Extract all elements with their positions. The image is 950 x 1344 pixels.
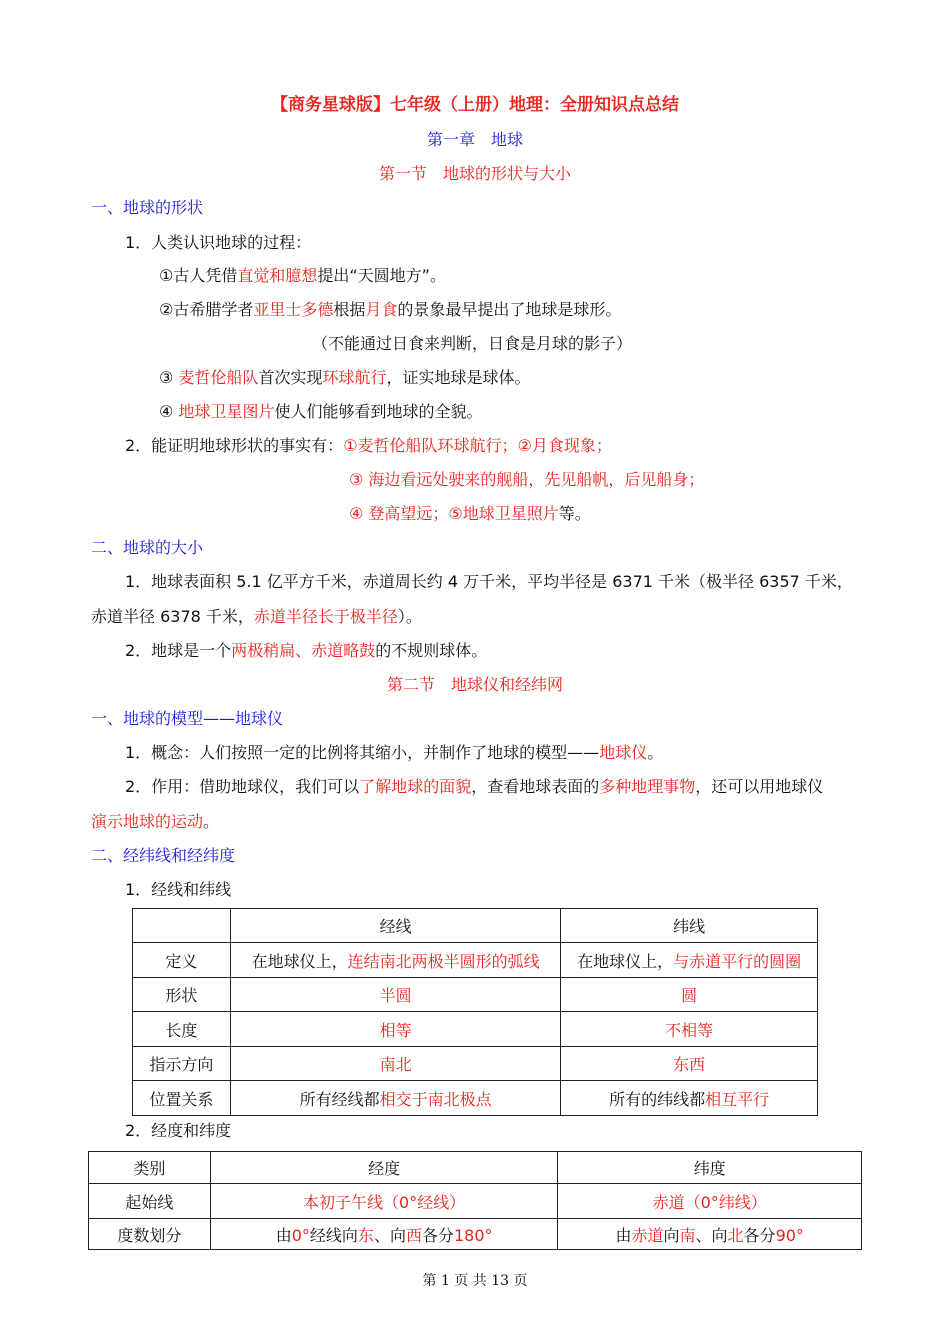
longitude-latitude-table (88, 1151, 862, 1250)
table-row: 形状 半圆 圆 (133, 978, 818, 1012)
paragraph: 1．概念：人们按照一定的比例将其缩小，并制作了地球的模型——地球仪。 (125, 743, 664, 762)
table-header: 纬度 (558, 1152, 862, 1184)
heading-earth-size: 二、地球的大小 (91, 538, 204, 557)
table-header: 纬线 (561, 909, 818, 943)
table1-label: 1．经线和纬线 (125, 880, 232, 899)
table-row: 位置关系 所有经线都相交于南北极点 所有的纬线都相互平行 (133, 1081, 818, 1116)
list-item: ④ 地球卫星图片使人们能够看到地球的全貌。 (159, 402, 483, 421)
list-item: ③ 麦哲伦船队首次实现环球航行，证实地球是球体。 (159, 368, 531, 387)
table-row: 起始线 本初子午线（0°经线） 赤道（0°纬线） (89, 1184, 862, 1219)
paragraph: 2．地球是一个两极稍扁、赤道略鼓的不规则球体。 (125, 641, 488, 660)
chapter-title: 第一章 地球 (426, 130, 523, 149)
heading-latlong: 二、经纬线和经纬度 (91, 846, 236, 865)
table-row: 度数划分 由0°经线向东、向西各分180° 由赤道向南、向北各分90° (89, 1219, 862, 1250)
document-title: 【商务星球版】七年级（上册）地理：全册知识点总结 (271, 95, 679, 115)
table-header: 经度 (210, 1152, 558, 1184)
table-header (133, 909, 231, 943)
note: （不能通过日食来判断，日食是月球的影子） (312, 334, 633, 353)
paragraph: 1．地球表面积 5.1 亿平方千米，赤道周长约 4 万千米，平均半径是 6371 千米（极半径 6357 千米， (125, 572, 853, 591)
list-item: ①古人凭借直觉和臆想提出“天圆地方”。 (159, 266, 446, 285)
table-header: 经线 (230, 909, 561, 943)
meridian-parallel-table (132, 908, 818, 1116)
table-header: 类别 (89, 1152, 211, 1184)
list-item: ②古希腊学者亚里士多德根据月食的景象最早提出了地球是球形。 (159, 300, 622, 319)
heading-globe-model: 一、地球的模型——地球仪 (91, 709, 284, 728)
table2-label: 2．经度和纬度 (125, 1121, 232, 1140)
section2-title: 第二节 地球仪和经纬网 (386, 675, 563, 694)
paragraph: 2．作用：借助地球仪，我们可以了解地球的面貌，查看地球表面的多种地理事物，还可以用地球仪 (125, 777, 824, 796)
table-row: 长度 相等 不相等 (133, 1012, 818, 1047)
list-item: 1．人类认识地球的过程： (125, 233, 312, 252)
page-footer: 第 1 页 共 13 页 (422, 1273, 528, 1289)
table-row: 指示方向 南北 东西 (133, 1047, 818, 1081)
paragraph: 演示地球的运动。 (91, 812, 220, 831)
list-item: ③ 海边看远处驶来的舰船，先见船帆，后见船身； (349, 470, 705, 489)
paragraph: 赤道半径 6378 千米，赤道半径长于极半径）。 (91, 607, 422, 626)
section1-title: 第一节 地球的形状与大小 (378, 164, 571, 183)
list-item: ④ 登高望远；⑤地球卫星照片等。 (349, 504, 591, 523)
table-row: 定义 在地球仪上，连结南北两极半圆形的弧线 在地球仪上，与赤道平行的圆圈 (133, 943, 818, 978)
heading-earth-shape: 一、地球的形状 (91, 198, 204, 217)
list-item: 2．能证明地球形状的事实有：①麦哲伦船队环球航行；②月食现象； (125, 436, 612, 455)
